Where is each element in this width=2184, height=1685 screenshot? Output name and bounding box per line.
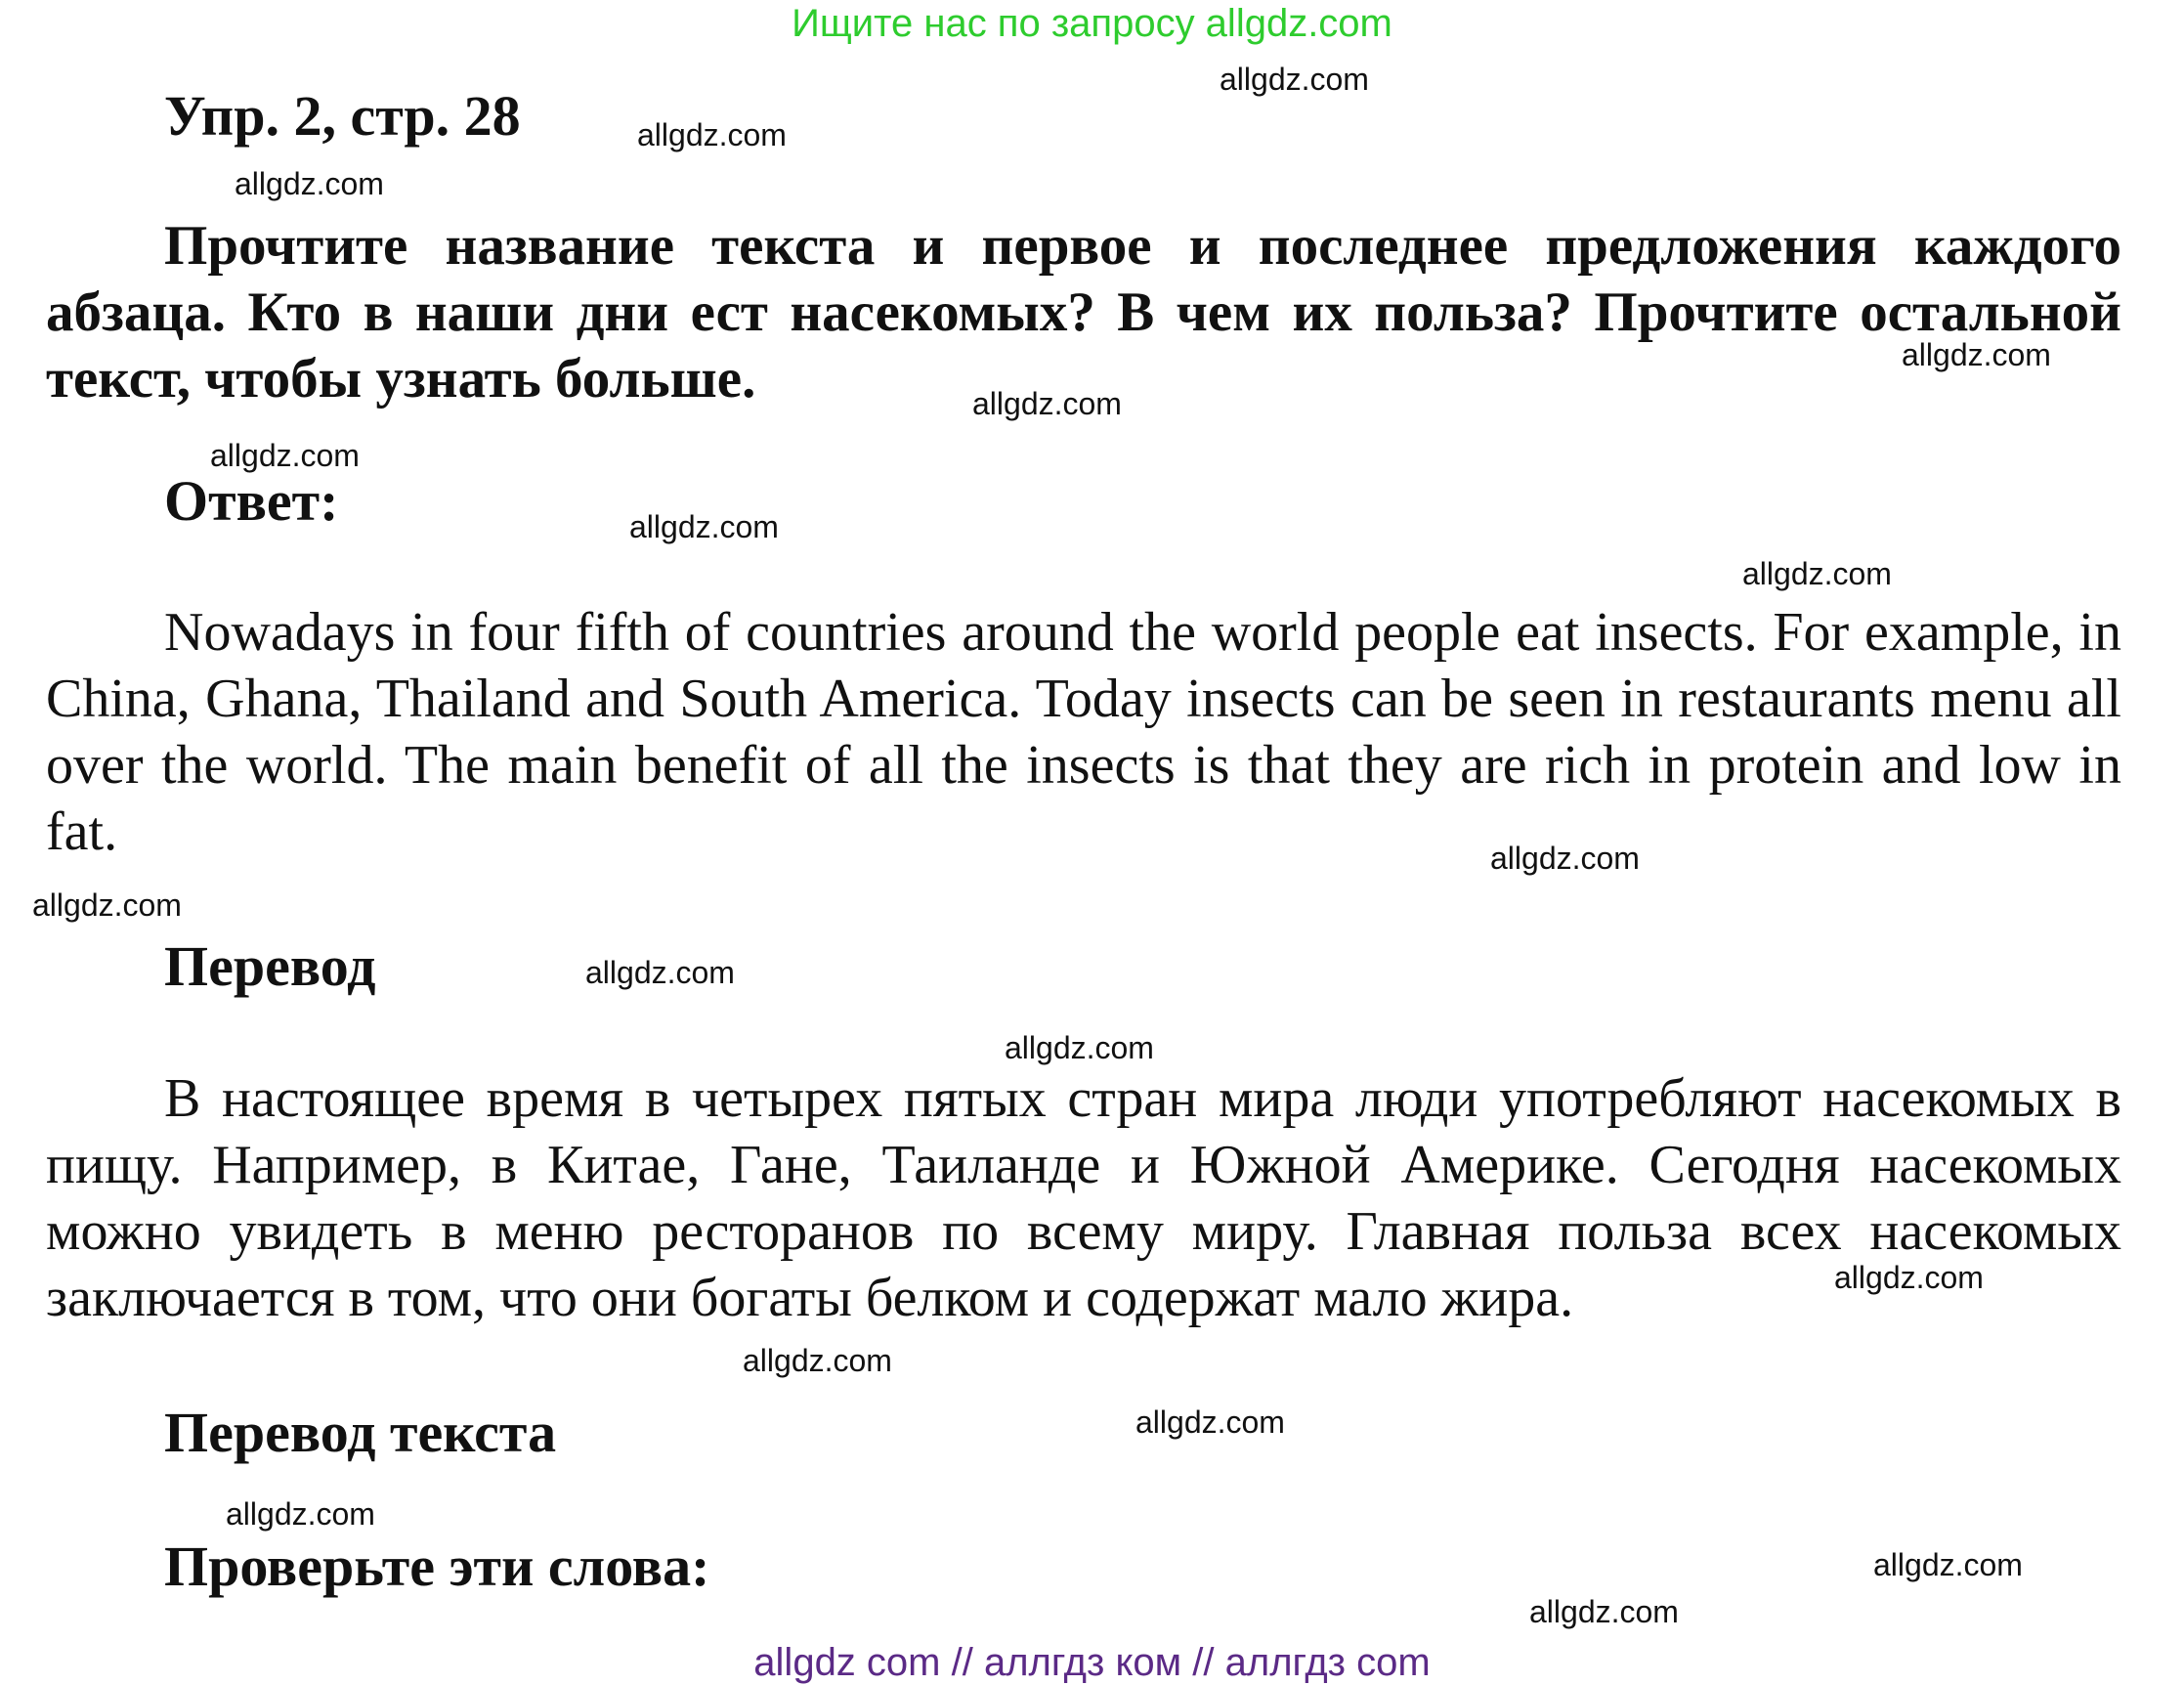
watermark: allgdz.com [743, 1343, 892, 1378]
watermark: allgdz.com [637, 117, 787, 152]
answer-heading: Ответ: [164, 469, 339, 533]
watermark: allgdz.com [1220, 62, 1369, 97]
watermark: allgdz.com [32, 887, 182, 923]
watermark: allgdz.com [226, 1496, 375, 1532]
task-paragraph: Прочтите название текста и первое и последнее предложения каждого абзаца. Кто в наши дни ест насекомых? В чем их польза? Прочтите остальной текст, чтобы узнать больше. [46, 215, 2121, 410]
watermark: allgdz.com [210, 438, 360, 473]
watermark: allgdz.com [585, 955, 735, 990]
watermark: allgdz.com [1742, 556, 1892, 591]
check-words-heading: Проверьте эти слова: [164, 1534, 710, 1598]
watermark: allgdz.com [235, 166, 384, 201]
text-translation-heading: Перевод текста [164, 1401, 557, 1464]
watermark: allgdz.com [1005, 1030, 1154, 1065]
watermark: allgdz.com [629, 509, 779, 544]
exercise-title: Упр. 2, стр. 28 [164, 84, 521, 148]
watermark: allgdz.com [1490, 841, 1640, 876]
bottom-site-banner: allgdz com // аллгдз ком // аллгдз com [753, 1641, 1431, 1684]
watermark: allgdz.com [1873, 1547, 2023, 1582]
watermark: allgdz.com [1902, 337, 2051, 372]
top-search-banner: Ищите нас по запросу allgdz.com [792, 2, 1392, 45]
watermark: allgdz.com [972, 386, 1122, 421]
watermark: allgdz.com [1834, 1260, 1984, 1295]
answer-paragraph: Nowadays in four fifth of countries around the world people eat insects. For example, in China, Ghana, Thailand and South America. Today insects can be seen in restaurants menu all over the world. The main benefit of all the insects is that they are rich in protein and low in fat. [46, 602, 2121, 862]
watermark: allgdz.com [1135, 1404, 1285, 1440]
translation-paragraph: В настоящее время в четырех пятых стран мира люди употребляют насекомых в пищу. Например, в Китае, Гане, Таиланде и Южной Америке. Сегодня насекомых можно увидеть в меню ресторанов по всему миру. Главная польза всех насекомых заключается в том, что они богаты белком и содержат мало жира. [46, 1068, 2121, 1328]
translation-heading: Перевод [164, 934, 376, 998]
watermark: allgdz.com [1529, 1594, 1679, 1629]
